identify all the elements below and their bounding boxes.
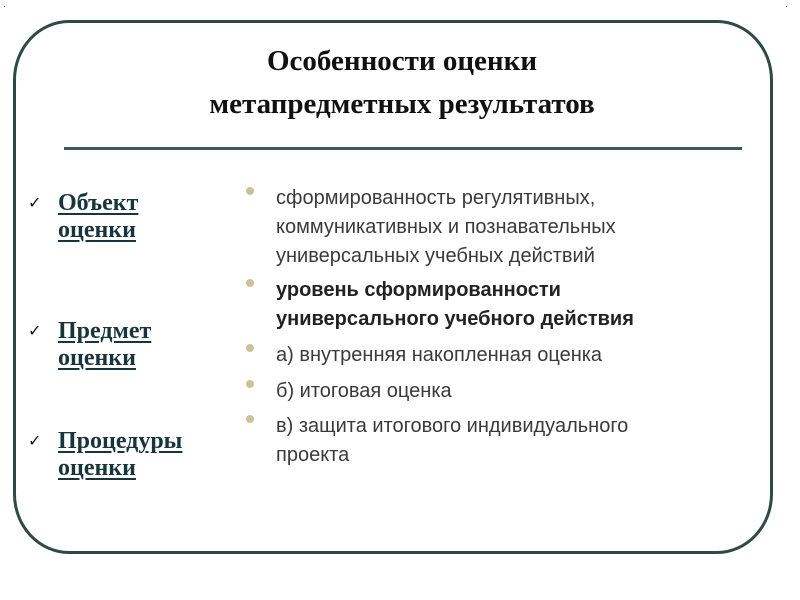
corner-mark-top-right: ·: [785, 2, 788, 11]
right-item-line: универсального учебного действия: [276, 308, 634, 330]
left-item-label: [58, 318, 151, 372]
right-item-line: коммуникативных и познавательных: [276, 216, 616, 238]
slide-title: [60, 40, 744, 126]
bullet-dot-icon: [246, 187, 254, 195]
bullet-dot-icon: [246, 415, 254, 423]
left-item-label: [58, 190, 138, 244]
checkmark-icon: ✓: [28, 195, 42, 212]
bullet-dot-icon: [246, 279, 254, 287]
right-item-line: б) итоговая оценка: [276, 380, 452, 402]
bullet-dot-icon: [246, 344, 254, 352]
checkmark-icon: ✓: [28, 323, 42, 340]
right-item-text: [276, 341, 736, 370]
title-line-1: Особенности оценки: [266, 45, 538, 77]
right-item-line: универсальных учебных действий: [276, 245, 595, 267]
right-item-text: [276, 276, 736, 334]
right-item-line: уровень сформированности: [276, 279, 561, 301]
left-item-label: [58, 428, 182, 482]
bullet-dot-icon: [246, 380, 254, 388]
right-item-text: [276, 377, 736, 406]
right-item-line: в) защита итогового индивидуального: [276, 415, 629, 437]
left-item-label-line-2: оценки: [58, 217, 136, 243]
left-item-label-line-1: Предмет: [58, 318, 152, 344]
right-item-text: [276, 184, 736, 271]
left-item-label-line-2: оценки: [58, 455, 136, 481]
left-item-label-line-1: Процедуры: [58, 428, 183, 454]
checkmark-icon: ✓: [28, 433, 42, 450]
corner-mark-top-left: ·: [3, 2, 6, 11]
right-item-text: [276, 412, 736, 470]
right-item-line: сформированность регулятивных,: [276, 187, 596, 209]
left-item-label-line-1: Объект: [58, 190, 139, 216]
title-line-2: метапредметных результатов: [209, 88, 595, 120]
right-item-line: а) внутренняя накопленная оценка: [276, 344, 603, 366]
title-divider: [64, 147, 742, 150]
left-item-label-line-2: оценки: [58, 345, 136, 371]
right-item-line: проекта: [276, 444, 350, 466]
